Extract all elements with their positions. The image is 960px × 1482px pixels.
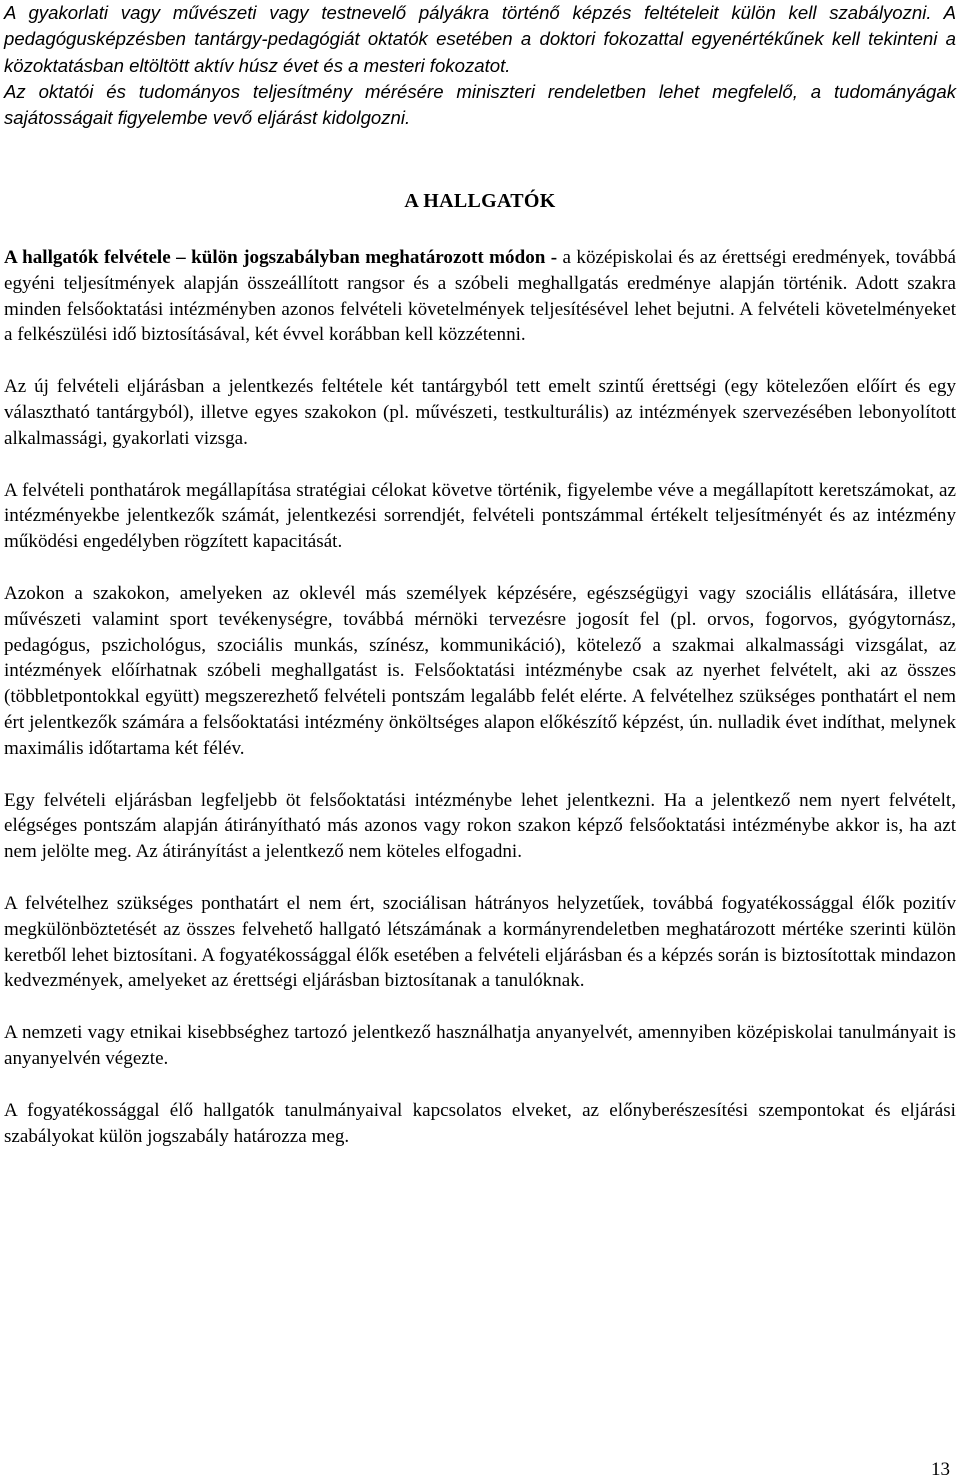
paragraph-1-bold-lead: A hallgatók felvétele – külön jogszabályban meghatározott módon - [4,247,558,268]
paragraph-1 [4,245,956,348]
document-page [4,0,957,1480]
intro-paragraph-2: Az oktatói és tudományos teljesítmény mérésére miniszteri rendeletben lehet megfelelő, a tudományágak sajátosságait figyelembe vevő eljárást kidolgozni. [4,80,956,129]
paragraph-5: Egy felvételi eljárásban legfeljebb öt felsőoktatási intézménybe lehet jelentkezni. Ha a jelentkező nem nyert felvételt, elégséges pontszám alapján átirányítható más azonos vagy rokon szakon képző felsőoktatási intézménybe akkor is, ha azt nem jelölte meg. Az átirányítást a jelentkező nem köteles elfogadni. [4,789,956,863]
section-heading: A HALLGATÓK [404,190,556,212]
paragraph-1-rest: a középiskolai és az érettségi eredmények, továbbá egyéni teljesítmények alapján összeállított rangsor és a szóbeli meghallgatás eredménye alapján történik. Adott szakra minden felsőoktatási intézményben azonos felvételi követelmények teljesítésével lehet bejutni. A felvételi követelményeket a felkészülési idő biztosításával, két évvel korábban kell közzétenni. [4,247,957,346]
paragraph-4: Azokon a szakokon, amelyeken az oklevél más személyek képzésére, egészségügyi vagy szociális ellátására, illetve művészeti valamint sport tevékenységre, továbbá mérnöki tervezésre jogosít fel (pl. orvos, fogorvos, gyógytornász, pedagógus, pszichológus, szociális munkás, színész, kommunikáció), kötelező a szakmai alkalmassági vizsgálat, az intézmények előírhatnak szóbeli meghallgatást is. Felsőoktatási intézménybe csak az nyerhet felvételt, aki az összes (többletpontokkal együtt) megszerezhető felvételi pontszám legalább felét elérte. A felvételhez szükséges ponthatárt el nem ért jelentkezők számára a felsőoktatási intézmény önköltséges alapon előkészítő képzést, ún. nulladik évet indíthat, melynek maximális időtartama két félév. [4,582,956,759]
page-number: 13 [931,1459,950,1480]
paragraph-3: A felvételi ponthatárok megállapítása stratégiai célokat követve történik, figyelembe véve a megállapított keretszámokat, az intézményekbe jelentkezők számát, jelentkezési sorrendjét, felvételi pontszámmal értékelt teljesítményét és az intézmény működési engedélyben rögzített kapacitását. [4,479,956,553]
paragraph-7: A nemzeti vagy etnikai kisebbséghez tartozó jelentkező használhatja anyanyelvét, amennyiben középiskolai tanulmányait is anyanyelvén végezte. [4,1022,956,1069]
paragraph-8: A fogyatékossággal élő hallgatók tanulmányaival kapcsolatos elveket, az előnyberészesítési szempontokat és eljárási szabályokat külön jogszabály határozza meg. [4,1099,956,1147]
section-body [4,245,956,1175]
paragraph-2: Az új felvételi eljárásban a jelentkezés feltétele két tantárgyból tett emelt szintű érettségi (egy kötelezően előírt és egy választható tantárgyból), illetve egyes szakokon (pl. művészeti, testkulturális) az intézmények szervezésében lebonyolított alkalmassági, gyakorlati vizsga. [4,376,956,449]
intro-paragraph-1: A gyakorlati vagy művészeti vagy testnevelő pályákra történő képzés feltételeit külön kell szabályozni. A pedagógusképzésben tantárgy-pedagógiát oktatók esetében a doktori fokozattal egyenértékűnek kell tekinteni a közoktatásban eltöltött aktív húsz évet és a mesteri fokozatot. [4,2,956,76]
paragraph-6: A felvételhez szükséges ponthatárt el nem ért, szociálisan hátrányos helyzetűek, továbbá fogyatékossággal élők pozitív megkülönböztetését az összes felvehető hallgató létszámának a kormányrendeletben meghatározott mértéke szerinti külön keretből lehet biztosítani. A fogyatékossággal élők esetében a felvételi eljárásban és a képzés során is biztosítottak mindazon kedvezmények, amelyeket az érettségi eljárásban biztosítanak a tanulóknak. [4,892,956,992]
intro-section [4,0,956,131]
